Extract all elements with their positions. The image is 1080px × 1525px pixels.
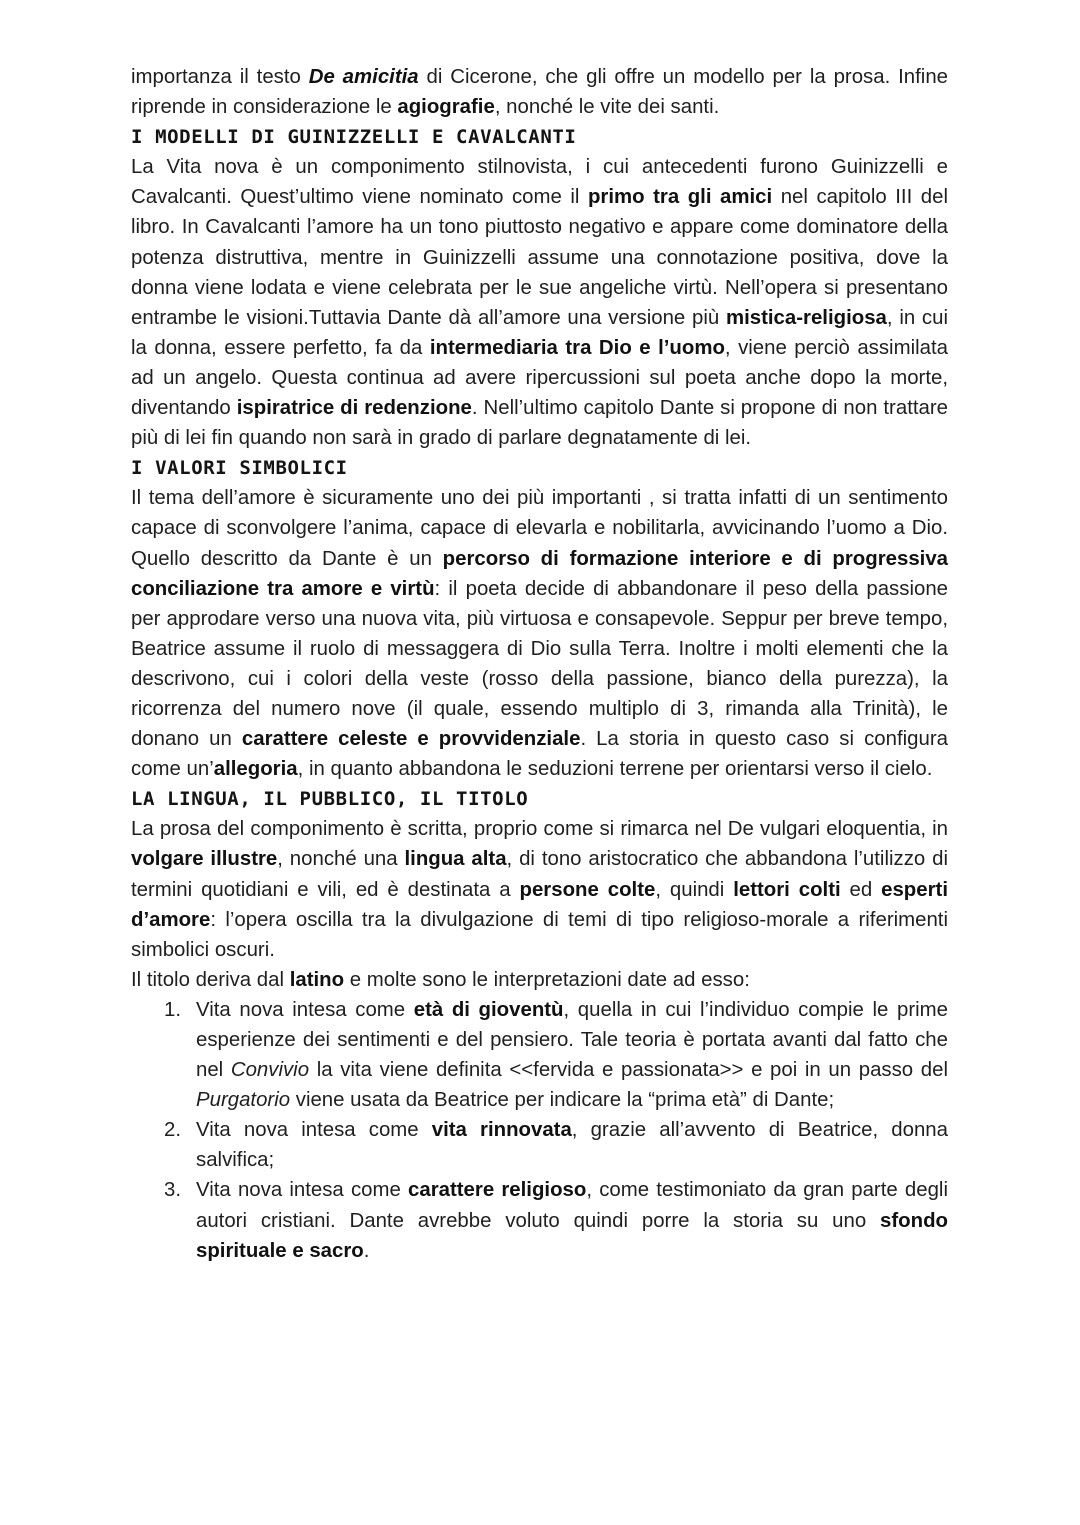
list-item: 1. Vita nova intesa come età di gioventù, quella in cui l’individuo compie le prime esperienze dei sentimenti e del pensiero. Tale teoria è portata avanti dal fatto che nel Convivio la vita viene definita <<fervida e passionata>> e poi in un passo del Purgatorio viene usata da Beatrice per indicare la “prima età” di Dante; [131, 995, 948, 1115]
title-intro-line: Il titolo deriva dal latino e molte sono le interpretazioni date ad esso: [131, 968, 750, 991]
section-paragraph-modelli: La Vita nova è un componimento stilnovista, i cui antecedenti furono Guinizzelli e Cavalcanti. Quest’ultimo viene nominato come il primo tra gli amici nel capitolo III del libro. In Cavalcanti l’amore ha un tono piuttosto negativo e appare come dominatore della potenza distruttiva, mentre in Guinizzelli assume una connotazione positiva, dove la donna viene lodata e viene celebrata per le sue angeliche virtù. Nell’opera si presentano entrambe le visioni.Tuttavia Dante dà all’amore una versione più mistica-religiosa, in cui la donna, essere perfetto, fa da intermediaria tra Dio e l’uomo, viene perciò assimilata ad un angelo. Questa continua ad avere ripercussioni sul poeta anche dopo la morte, diventando ispiratrice di redenzione. Nell’ultimo capitolo Dante si propone di non trattare più di lei fin quando non sarà in grado di parlare degnatamente di lei. [131, 156, 948, 450]
list-number: 3. [164, 1179, 182, 1202]
list-number: 1. [164, 998, 182, 1021]
list-item: 3. Vita nova intesa come carattere religioso, come testimoniato da gran parte degli autori cristiani. Dante avrebbe voluto quindi porre la storia su uno sfondo spirituale e sacro. [131, 1175, 948, 1265]
document-page [131, 62, 948, 1266]
interpretations-list [131, 995, 948, 1266]
intro-paragraph: importanza il testo De amicitia di Cicerone, che gli offre un modello per la prosa. Infine riprende in considerazione le agiografie, nonché le vite dei santi. [131, 66, 948, 119]
list-number: 2. [164, 1119, 182, 1142]
book-title-de-amicitia: De amicitia [308, 66, 419, 88]
list-item: 2. Vita nova intesa come vita rinnovata, grazie all’avvento di Beatrice, donna salvifica; [131, 1115, 948, 1175]
section-heading-valori: I VALORI SIMBOLICI [131, 457, 348, 480]
section-paragraph-valori: Il tema dell’amore è sicuramente uno dei più importanti , si tratta infatti di un sentimento capace di sconvolgere l’anima, capace di elevarla e nobilitarla, avvicinando l’uomo a Dio. Quello descritto da Dante è un percorso di formazione interiore e di progressiva conciliazione tra amore e virtù: il poeta decide di abbandonare il peso della passione per approdare verso una nuova vita, più virtuosa e consapevole. Seppur per breve tempo, Beatrice assume il ruolo di messaggera di Dio sulla Terra. Inoltre i molti elementi che la descrivono, cui i colori della veste (rosso della passione, bianco della purezza), la ricorrenza del numero nove (il quale, essendo multiplo di 3, rimanda alla Trinità), le donano un carattere celeste e provvidenziale. La storia in questo caso si configura come un’allegoria, in quanto abbandona le seduzioni terrene per orientarsi verso il cielo. [131, 487, 949, 781]
section-paragraph-lingua: La prosa del componimento è scritta, proprio come si rimarca nel De vulgari eloquentia, in volgare illustre, nonché una lingua alta, di tono aristocratico che abbandona l’utilizzo di termini quotidiani e vili, ed è destinata a persone colte, quindi lettori colti ed esperti d’amore: l’opera oscilla tra la divulgazione di temi di tipo religioso-morale a riferimenti simbolici oscuri. [131, 818, 948, 961]
section-heading-modelli: I MODELLI DI GUINIZZELLI E CAVALCANTI [131, 126, 577, 149]
section-heading-lingua: LA LINGUA, IL PUBBLICO, IL TITOLO [131, 788, 529, 811]
